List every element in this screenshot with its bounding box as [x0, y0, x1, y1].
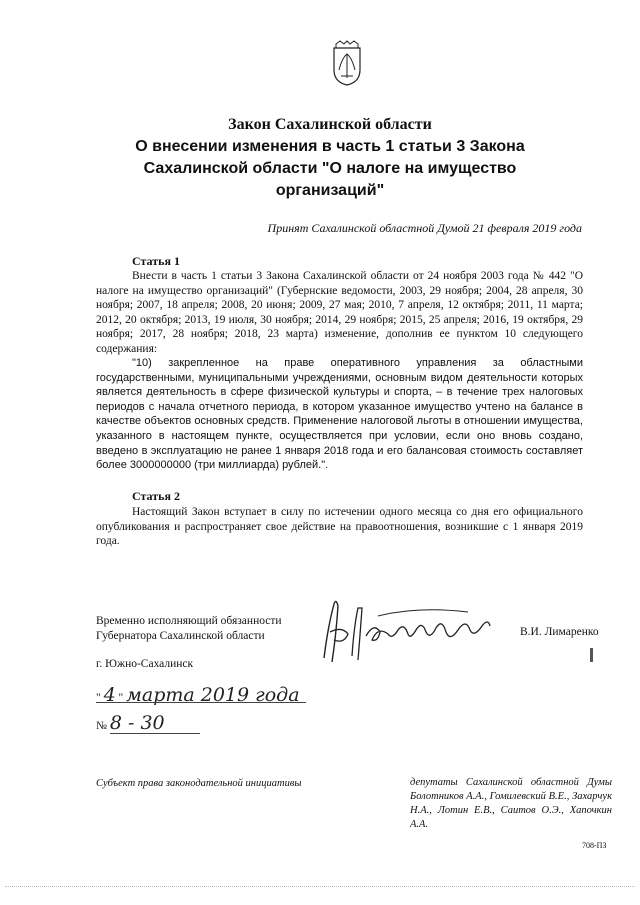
title-line-3: Сахалинской области "О налоге на имущество — [143, 160, 517, 177]
coat-of-arms-icon — [330, 40, 364, 86]
signatory-role-line-2: Губернатора Сахалинской области — [96, 630, 265, 642]
deputies-list: депутаты Сахалинской областной Думы Болотников А.А., Гомилевский В.Е., Захарчук Н.А., Лотин Е.В., Саитов О.Э., Хапочкин А.А. — [410, 777, 612, 830]
article-1-paragraph-2: "10) закрепленное на праве оперативного управления за областными государственными, муниципальными учреждениями, основным видом деятельности которых является деятельность в сфере физической культуры и спорта, – в течение трех налоговых периодов с начала отчетного периода, в котором указанное имущество учтено на балансе в качестве объектов основных средств. Применение налоговой льготы в отношении имущества, указанного в настоящем пункте, осуществляется при условии, если оно вновь создано, введено в эксплуатацию не ранее 1 января 2018 года и его балансовая стоимость составляет более 3000000000 (три миллиарда) рублей.". — [96, 357, 583, 472]
initiative-subject-label: Субъект права законодательной инициативы — [96, 778, 302, 789]
law-number-line — [96, 712, 216, 734]
place-of-signing: г. Южно-Сахалинск — [96, 658, 194, 670]
document-code: 708-ПЗ — [582, 841, 607, 850]
adopted-note: Принят Сахалинской областной Думой 21 февраля 2019 года — [267, 221, 582, 235]
article-1-heading: Статья 1 — [132, 254, 180, 268]
signatory-role — [96, 614, 282, 644]
article-1-paragraph-1: Внести в часть 1 статьи 3 Закона Сахалинской области от 24 ноября 2003 года № 442 "О налоге на имущество организаций" (Губернские ведомости, 2003, 29 ноября; 2004, 28 апреля, 30 ноября; 2007, 18 апреля; 2008, 20 июня; 2009, 27 мая; 2010, 7 апреля, 12 октября; 2011, 11 марта; 2012, 20 октября; 2013, 19 июля, 30 ноября; 2014, 29 ноября; 2015, 25 апреля; 2016, 19 октября, 29 ноября; 2017, 28 ноября; 2018, 23 марта) изменение, дополнив ее пунктом 10 следующего содержания: — [96, 270, 583, 355]
date-line: " 4 " марта 2019 года — [96, 684, 326, 706]
law-number: 8 - 30 — [109, 712, 165, 734]
title-line-4: организаций" — [275, 182, 385, 199]
number-underline — [110, 733, 200, 734]
title-line-1: Закон Сахалинской области — [228, 116, 432, 133]
handwritten-signature — [318, 596, 493, 666]
article-2-paragraph: Настоящий Закон вступает в силу по истечении одного месяца со дня его официального опубликования и распространяет свое действие на правоотношения, возникшие с 1 января 2019 года. — [96, 506, 583, 547]
scan-edge — [5, 886, 635, 887]
date-underline — [96, 702, 306, 703]
title-line-2: О внесении изменения в часть 1 статьи 3 Закона — [135, 138, 525, 155]
article-2-heading: Статья 2 — [132, 489, 180, 503]
date-day: 4 — [103, 684, 116, 706]
signatory-name: В.И. Лимаренко — [520, 626, 599, 638]
signatory-role-line-1: Временно исполняющий обязанности — [96, 615, 282, 627]
scan-mark — [590, 648, 593, 662]
law-title — [70, 114, 590, 202]
number-sign: № — [96, 720, 107, 732]
date-month-year: марта 2019 года — [126, 684, 300, 706]
